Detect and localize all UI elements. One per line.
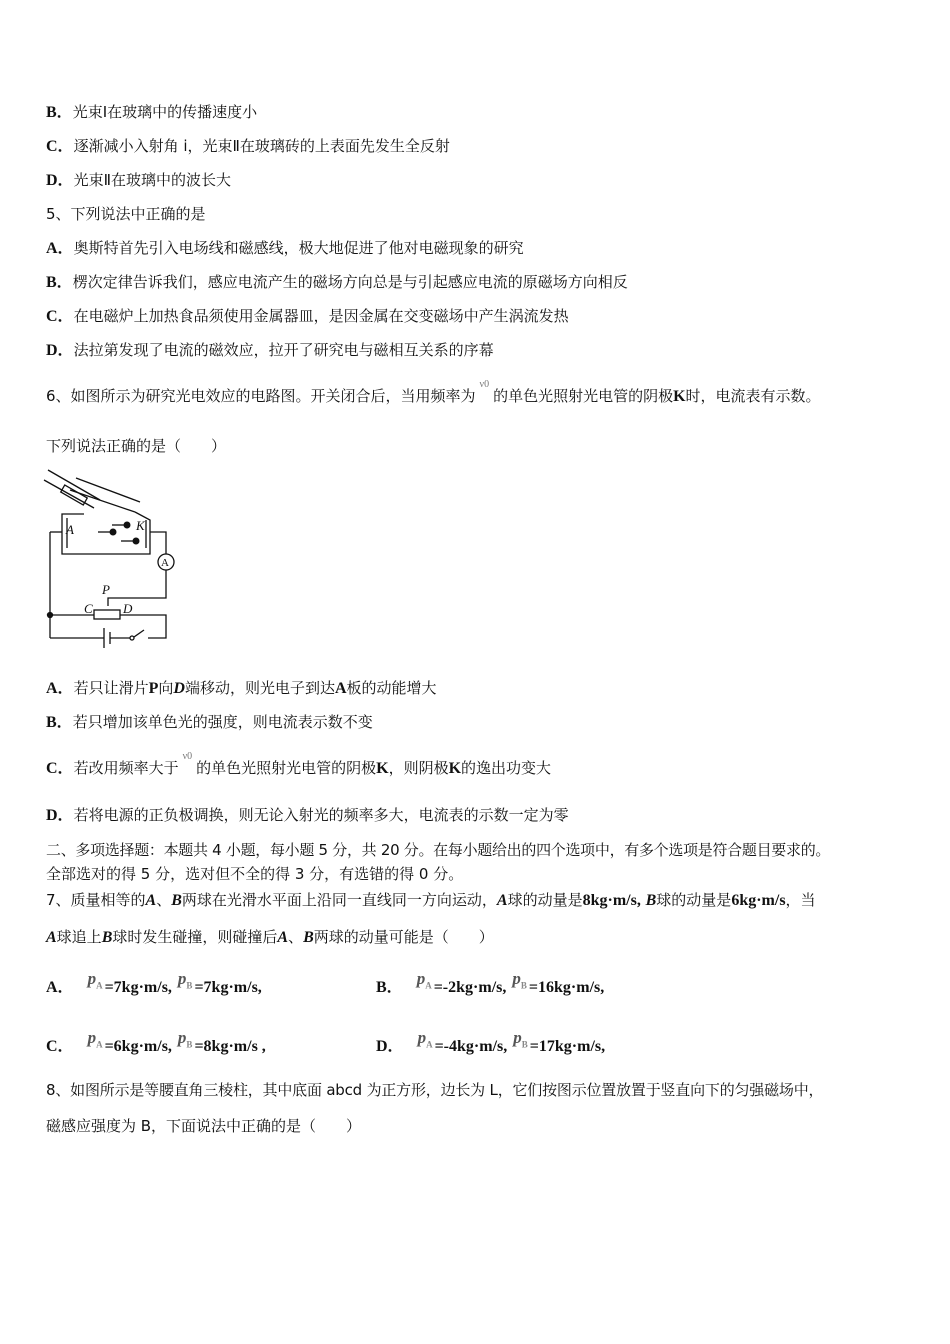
section2-instructions: 全部选对的得 5 分，选对但不全的得 3 分，有选错的得 0 分。 <box>46 865 464 883</box>
q6-option-a: A．若只让滑片P向D端移动，则光电子到达A板的动能增大 <box>46 679 437 697</box>
d-label: D <box>123 601 133 616</box>
q6-stem: 6、如图所示为研究光电效应的电路图。开关闭合后，当用频率为ν0的单色光照射光电管的阴极K时，电流表有示数。 <box>46 379 821 405</box>
cathode-label: K <box>136 518 145 533</box>
q7-option-c: C． $p_A =6kg\cdot m/s$, $p_B =8kg\cdot m/s$ , <box>46 1028 266 1055</box>
q4-option-b: B．光束Ⅰ在玻璃中的传播速度小 <box>46 103 258 121</box>
q5-option-d: D．法拉第发现了电流的磁效应，拉开了研究电与磁相互关系的序幕 <box>46 341 494 359</box>
q7-stem-line1: 7、质量相等的A、B两球在光滑水平面上沿同一直线同一方向运动，A球的动量是8kg·m/s, B球的动量是6kg·m/s，当 <box>46 891 816 909</box>
q7-stem-line2: A球追上B球时发生碰撞，则碰撞后A、B两球的动量可能是（ ） <box>46 928 494 946</box>
q8-stem-line1: 8、如图所示是等腰直角三棱柱，其中底面 abcd 为正方形，边长为 L，它们按图示位置放置于竖直向下的匀强磁场中， <box>46 1081 824 1099</box>
q5-stem: 5、下列说法中正确的是 <box>46 205 206 223</box>
q6-stem2: 下列说法正确的是（ ） <box>46 437 227 455</box>
slider-label: P <box>102 582 110 597</box>
q6-option-c: C．若改用频率大于ν0的单色光照射光电管的阴极K，则阴极K的逸出功变大 <box>46 751 552 777</box>
q8-stem-line2: 磁感应强度为 B，下面说法中正确的是（ ） <box>46 1117 362 1135</box>
q4-option-c: C．逐渐减小入射角 i，光束Ⅱ在玻璃砖的上表面先发生全反射 <box>46 137 450 155</box>
section2-heading: 二、多项选择题：本题共 4 小题，每小题 5 分，共 20 分。在每小题给出的四个选项中，有多个选项是符合题目要求的。 <box>46 841 831 859</box>
q6-option-b: B．若只增加该单色光的强度，则电流表示数不变 <box>46 713 373 731</box>
ammeter-label: A <box>161 557 169 569</box>
q4-option-d: D．光束Ⅱ在玻璃中的波长大 <box>46 171 231 189</box>
q6-option-d: D．若将电源的正负极调换，则无论入射光的频率多大，电流表的示数一定为零 <box>46 806 569 824</box>
q5-option-b: B．楞次定律告诉我们，感应电流产生的磁场方向总是与引起感应电流的原磁场方向相反 <box>46 273 628 291</box>
photoelectric-circuit-diagram <box>40 462 190 652</box>
q7-option-a: A． $p_A =7kg\cdot m/s$, $p_B =7kg\cdot m/s$, <box>46 969 262 996</box>
anode-label: A <box>66 522 74 537</box>
c-label: C <box>84 601 93 616</box>
q7-option-d: D． $p_A =-4kg\cdot m/s$, $p_B =17kg\cdot m/s$, <box>376 1028 606 1055</box>
q7-option-b: B． $p_A =-2kg\cdot m/s$, $p_B =16kg\cdot m/s$, <box>376 969 605 996</box>
q5-option-a: A．奥斯特首先引入电场线和磁感线，极大地促进了他对电磁现象的研究 <box>46 239 524 257</box>
q5-option-c: C．在电磁炉上加热食品须使用金属器皿，是因金属在交变磁场中产生涡流发热 <box>46 307 569 325</box>
